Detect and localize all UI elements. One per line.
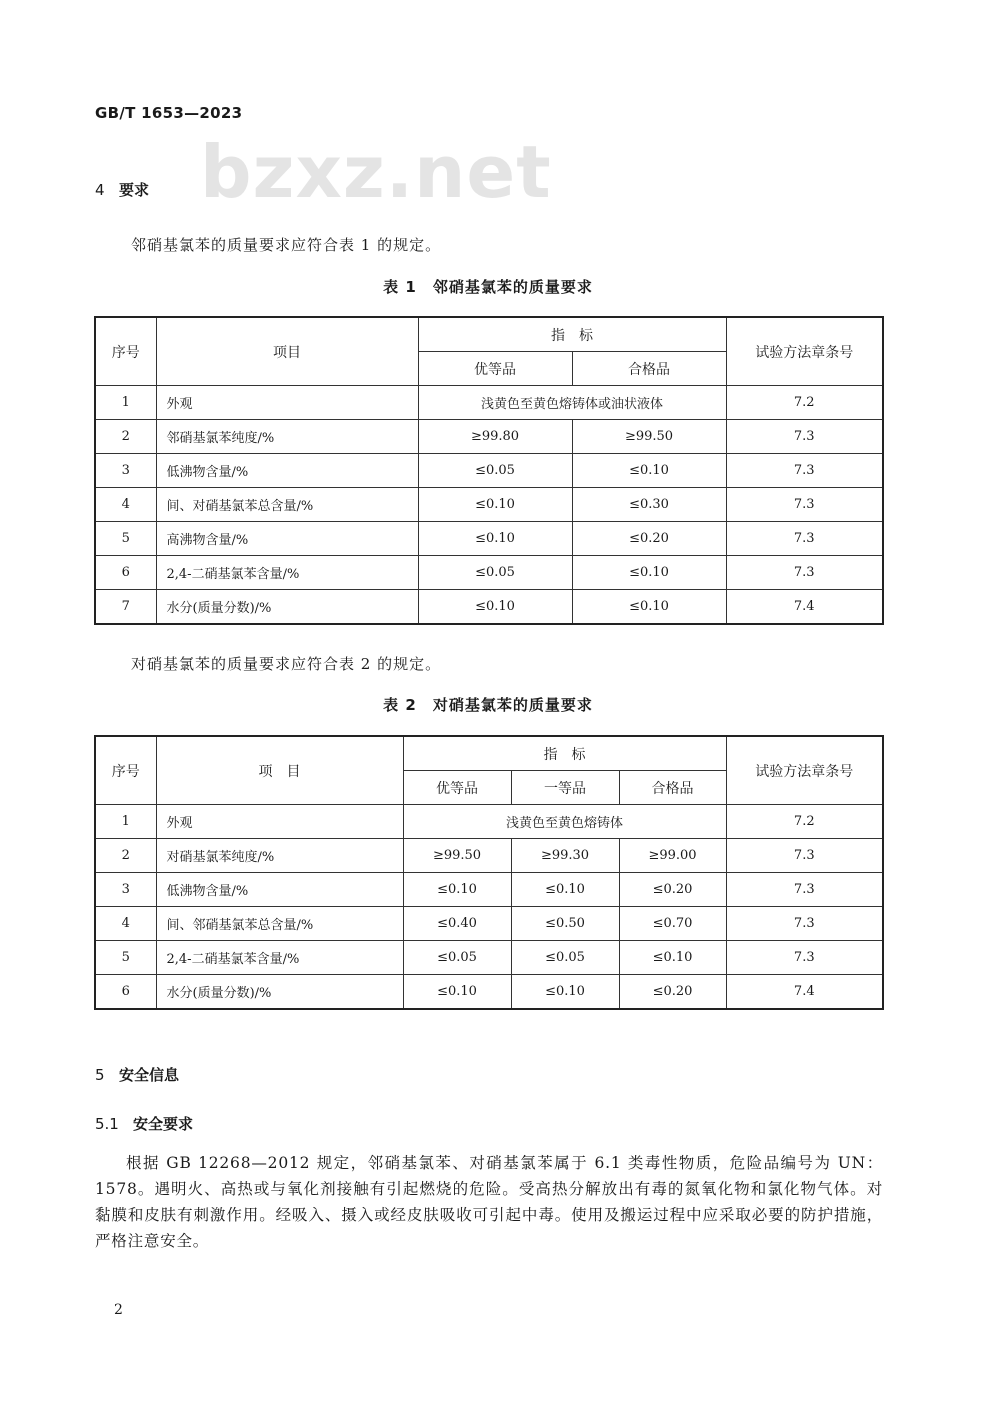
table2-header-row	[95, 736, 883, 771]
cell-method: 7.3	[726, 488, 883, 522]
table1-header-index: 指 标	[418, 317, 726, 352]
table2-header-grade: 优等品	[403, 771, 511, 805]
cell-value: ≥99.80	[418, 420, 572, 454]
table1-header-method: 试验方法章条号	[726, 317, 883, 386]
cell-method: 7.3	[726, 941, 883, 975]
cell-seq: 2	[95, 420, 156, 454]
cell-value: ≤0.05	[511, 941, 619, 975]
section-5-1-heading	[95, 1113, 193, 1134]
cell-seq: 5	[95, 522, 156, 556]
table-row	[95, 556, 883, 590]
cell-method: 7.3	[726, 522, 883, 556]
cell-merged-value: 浅黄色至黄色熔铸体	[403, 805, 726, 839]
cell-value: ≤0.10	[572, 454, 726, 488]
section-5-title: 安全信息	[119, 1066, 180, 1084]
cell-value: ≤0.20	[619, 873, 726, 907]
cell-method: 7.3	[726, 873, 883, 907]
cell-method: 7.3	[726, 907, 883, 941]
cell-value: ≤0.10	[403, 975, 511, 1010]
table1	[94, 316, 884, 625]
cell-value: ≤0.10	[572, 590, 726, 625]
cell-seq: 6	[95, 975, 156, 1010]
table-row	[95, 839, 883, 873]
table1-caption: 表 1 邻硝基氯苯的质量要求	[383, 278, 593, 296]
cell-seq: 3	[95, 454, 156, 488]
cell-merged-value: 浅黄色至黄色熔铸体或油状液体	[418, 386, 726, 420]
cell-item: 邻硝基氯苯纯度/%	[156, 420, 418, 454]
section-5-1-number: 5.1	[95, 1115, 119, 1133]
table2-header-grade: 合格品	[619, 771, 726, 805]
cell-method: 7.4	[726, 975, 883, 1010]
cell-seq: 7	[95, 590, 156, 625]
table-row	[95, 805, 883, 839]
cell-item: 外观	[156, 805, 403, 839]
cell-item: 水分(质量分数)/%	[156, 975, 403, 1010]
cell-item: 间、对硝基氯苯总含量/%	[156, 488, 418, 522]
table-row	[95, 873, 883, 907]
cell-value: ≥99.00	[619, 839, 726, 873]
cell-value: ≤0.05	[403, 941, 511, 975]
standard-code: GB/T 1653—2023	[95, 104, 243, 122]
cell-method: 7.3	[726, 556, 883, 590]
cell-value: ≤0.20	[619, 975, 726, 1010]
table1-intro: 邻硝基氯苯的质量要求应符合表 1 的规定。	[131, 236, 442, 254]
cell-value: ≤0.10	[418, 488, 572, 522]
table-row	[95, 488, 883, 522]
cell-method: 7.3	[726, 839, 883, 873]
cell-seq: 4	[95, 907, 156, 941]
table-row	[95, 386, 883, 420]
section-4-number: 4	[95, 181, 105, 199]
cell-seq: 6	[95, 556, 156, 590]
cell-value: ≥99.50	[572, 420, 726, 454]
cell-value: ≤0.10	[511, 873, 619, 907]
cell-value: ≤0.10	[572, 556, 726, 590]
table-row	[95, 907, 883, 941]
watermark-logo: bzxz.net	[200, 130, 552, 214]
cell-item: 2,4-二硝基氯苯含量/%	[156, 941, 403, 975]
cell-seq: 4	[95, 488, 156, 522]
cell-value: ≤0.40	[403, 907, 511, 941]
table2-intro: 对硝基氯苯的质量要求应符合表 2 的规定。	[131, 655, 442, 673]
section-4-title: 要求	[119, 181, 150, 199]
cell-value: ≤0.50	[511, 907, 619, 941]
cell-value: ≤0.10	[418, 522, 572, 556]
cell-item: 低沸物含量/%	[156, 454, 418, 488]
cell-seq: 2	[95, 839, 156, 873]
table2	[94, 735, 884, 1010]
table-row	[95, 454, 883, 488]
cell-seq: 3	[95, 873, 156, 907]
table2-caption: 表 2 对硝基氯苯的质量要求	[383, 696, 593, 714]
safety-requirements-text: 根据 GB 12268—2012 规定，邻硝基氯苯、对硝基氯苯属于 6.1 类毒性物质，危险品编号为 UN：1578。遇明火、高热或与氧化剂接触有引起燃烧的危险。受高热分解放出有毒的氮氧化物和氯化物气体。对黏膜和皮肤有刺激作用。经吸入、摄入或经皮肤吸收可引起中毒。使用及搬运过程中应采取必要的防护措施，严格注意安全。	[95, 1154, 883, 1250]
table1-header-item: 项目	[156, 317, 418, 386]
cell-value: ≤0.05	[418, 454, 572, 488]
cell-item: 2,4-二硝基氯苯含量/%	[156, 556, 418, 590]
table1-header-grade: 合格品	[572, 352, 726, 386]
section-5-number: 5	[95, 1066, 105, 1084]
table2-header-index: 指 标	[403, 736, 726, 771]
page-number: 2	[114, 1302, 123, 1318]
cell-value: ≤0.05	[418, 556, 572, 590]
section-5-heading	[95, 1064, 179, 1085]
cell-value: ≤0.10	[619, 941, 726, 975]
table-row	[95, 975, 883, 1010]
table2-header-seq: 序号	[95, 736, 156, 805]
table1-header-row	[95, 317, 883, 352]
cell-value: ≤0.20	[572, 522, 726, 556]
cell-item: 高沸物含量/%	[156, 522, 418, 556]
cell-item: 间、邻硝基氯苯总含量/%	[156, 907, 403, 941]
table1-header-seq: 序号	[95, 317, 156, 386]
cell-method: 7.2	[726, 386, 883, 420]
cell-item: 对硝基氯苯纯度/%	[156, 839, 403, 873]
table2-header-item: 项 目	[156, 736, 403, 805]
table-row	[95, 941, 883, 975]
table-row	[95, 590, 883, 625]
cell-value: ≤0.70	[619, 907, 726, 941]
cell-value: ≥99.30	[511, 839, 619, 873]
section-5-1-title: 安全要求	[133, 1115, 194, 1133]
table2-header-grade: 一等品	[511, 771, 619, 805]
section-4-heading	[95, 179, 149, 200]
table-row	[95, 420, 883, 454]
cell-seq: 1	[95, 386, 156, 420]
cell-method: 7.3	[726, 420, 883, 454]
cell-item: 低沸物含量/%	[156, 873, 403, 907]
cell-value: ≤0.10	[511, 975, 619, 1010]
cell-value: ≤0.30	[572, 488, 726, 522]
table2-header-method: 试验方法章条号	[726, 736, 883, 805]
cell-method: 7.2	[726, 805, 883, 839]
cell-seq: 5	[95, 941, 156, 975]
cell-seq: 1	[95, 805, 156, 839]
cell-value: ≤0.10	[418, 590, 572, 625]
cell-value: ≤0.10	[403, 873, 511, 907]
cell-value: ≥99.50	[403, 839, 511, 873]
cell-item: 水分(质量分数)/%	[156, 590, 418, 625]
cell-item: 外观	[156, 386, 418, 420]
table-row	[95, 522, 883, 556]
table1-header-grade: 优等品	[418, 352, 572, 386]
cell-method: 7.3	[726, 454, 883, 488]
cell-method: 7.4	[726, 590, 883, 625]
